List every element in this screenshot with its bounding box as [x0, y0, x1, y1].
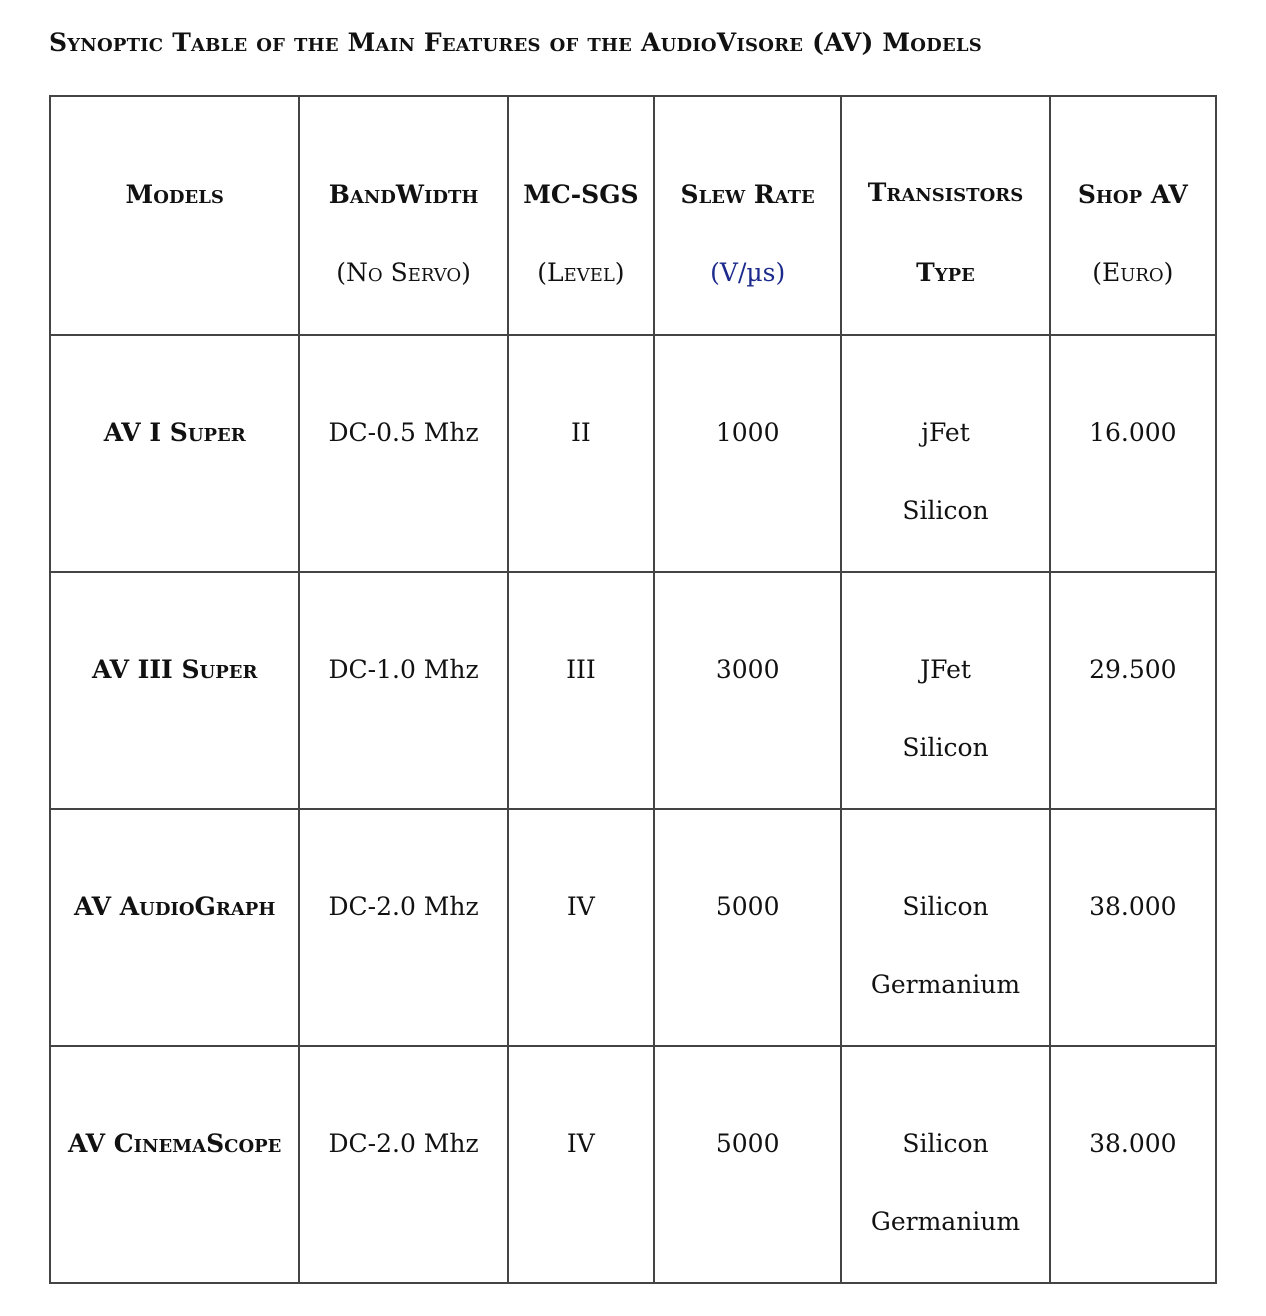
- header-unit: (No Servo): [336, 258, 471, 287]
- header-title: Transistors: [867, 178, 1024, 207]
- bandwidth-cell: [299, 1046, 507, 1283]
- header-models: [50, 96, 299, 335]
- bandwidth-value: DC-1.0 Mhz: [328, 655, 479, 684]
- header-title: Slew Rate: [680, 180, 815, 209]
- header-shop-av: [1050, 96, 1216, 335]
- model-cell: [50, 335, 299, 572]
- transistor-type: Germanium: [870, 1207, 1021, 1236]
- model-name: AV CinemaScope: [68, 1129, 282, 1158]
- bandwidth-value: DC-2.0 Mhz: [328, 1129, 479, 1158]
- model-cell: [50, 809, 299, 1046]
- table-header-row: [50, 96, 1216, 335]
- slew-rate-value: 5000: [715, 1129, 780, 1158]
- price-value: 16.000: [1089, 418, 1177, 447]
- header-unit: Type: [916, 258, 975, 287]
- price-cell: [1050, 809, 1216, 1046]
- transistor-type: Silicon: [902, 1129, 989, 1158]
- slew-rate-value: 5000: [715, 892, 780, 921]
- transistor-type: Germanium: [870, 970, 1021, 999]
- header-mc-sgs: [508, 96, 654, 335]
- bandwidth-cell: [299, 572, 507, 809]
- header-unit: (V/µs): [710, 258, 786, 287]
- transistors-cell: [841, 1046, 1049, 1283]
- slew-rate-cell: [654, 809, 841, 1046]
- price-value: 38.000: [1089, 892, 1177, 921]
- table-row: [50, 1046, 1216, 1283]
- bandwidth-cell: [299, 335, 507, 572]
- mc-sgs-value: IV: [566, 892, 595, 921]
- transistor-type: Silicon: [902, 892, 989, 921]
- mc-sgs-value: IV: [566, 1129, 595, 1158]
- price-value: 29.500: [1089, 655, 1177, 684]
- transistors-cell: [841, 809, 1049, 1046]
- bandwidth-cell: [299, 809, 507, 1046]
- bandwidth-value: DC-0.5 Mhz: [328, 418, 479, 447]
- header-title: Models: [125, 180, 224, 209]
- slew-rate-value: 3000: [715, 655, 780, 684]
- header-unit: (Euro): [1092, 258, 1174, 287]
- mc-sgs-cell: [508, 335, 654, 572]
- model-name: AV III Super: [91, 655, 258, 684]
- slew-rate-value: 1000: [715, 418, 780, 447]
- mc-sgs-cell: [508, 572, 654, 809]
- table-row: [50, 809, 1216, 1046]
- mc-sgs-value: III: [566, 655, 596, 684]
- price-value: 38.000: [1089, 1129, 1177, 1158]
- transistor-type: jFet: [921, 418, 970, 447]
- slew-rate-cell: [654, 335, 841, 572]
- header-title: BandWidth: [328, 180, 479, 209]
- mc-sgs-cell: [508, 1046, 654, 1283]
- mc-sgs-cell: [508, 809, 654, 1046]
- model-cell: [50, 1046, 299, 1283]
- transistor-type: Silicon: [902, 496, 989, 525]
- bandwidth-value: DC-2.0 Mhz: [328, 892, 479, 921]
- header-title: MC-SGS: [523, 180, 639, 209]
- model-name: AV AudioGraph: [74, 892, 276, 921]
- header-slew-rate: [654, 96, 841, 335]
- transistors-cell: [841, 335, 1049, 572]
- slew-rate-cell: [654, 1046, 841, 1283]
- page-title: Synoptic Table of the Main Features of the AudioVisore (AV) Models: [49, 28, 982, 57]
- slew-rate-cell: [654, 572, 841, 809]
- table-row: [50, 572, 1216, 809]
- model-name: AV I Super: [103, 418, 246, 447]
- transistor-type: Silicon: [902, 733, 989, 762]
- header-title: Shop AV: [1077, 180, 1188, 209]
- model-cell: [50, 572, 299, 809]
- header-bandwidth: [299, 96, 507, 335]
- transistor-type: JFet: [920, 655, 971, 684]
- transistors-cell: [841, 572, 1049, 809]
- table-row: [50, 335, 1216, 572]
- price-cell: [1050, 335, 1216, 572]
- mc-sgs-value: II: [571, 418, 591, 447]
- header-transistors: [841, 96, 1049, 335]
- features-table: [49, 95, 1217, 1284]
- price-cell: [1050, 1046, 1216, 1283]
- price-cell: [1050, 572, 1216, 809]
- header-unit: (Level): [537, 258, 625, 287]
